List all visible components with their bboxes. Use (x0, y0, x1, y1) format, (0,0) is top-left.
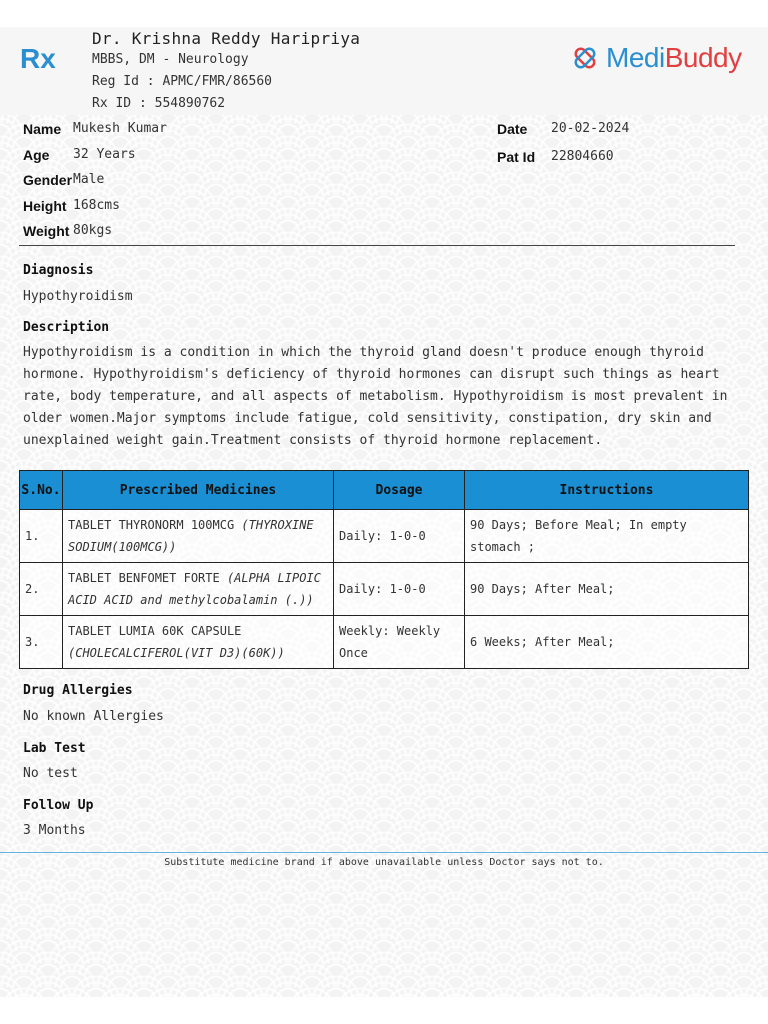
rx-symbol: Rx (20, 43, 56, 74)
row-medicine (63, 563, 334, 616)
row-sno: 2. (20, 563, 63, 616)
age-label: Age (23, 147, 50, 163)
patient-weight: 80kgs (73, 223, 113, 238)
logo-text-buddy: Buddy (664, 42, 742, 73)
doctor-name: Dr. Krishna Reddy Haripriya (92, 29, 361, 48)
col-header-instructions: Instructions (465, 471, 749, 510)
date-label: Date (497, 121, 528, 137)
description-text: Hypothyroidism is a condition in which the thyroid gland doesn't produce enough thyroid hormone. Hypothyroidism's deficiency of thyroid hormones can disrupt such things as heart rate, body temperature, and all aspects of metabolism. Hypothyroidism is most prevalent in older women.Major symptoms include fatigue, cold sensitivity, constipation, dry skin and unexplained weight gain.Treatment consists of thyroid hormone replacement. (23, 345, 728, 448)
row-instructions: 6 Weeks; After Meal; (465, 616, 749, 669)
patient-height: 168cms (73, 198, 120, 213)
patient-id: 22804660 (551, 149, 614, 164)
medicine-composition: (CHOLECALCIFEROL(VIT D3)(60K)) (68, 646, 285, 660)
table-row (20, 510, 749, 563)
footer-divider (0, 852, 768, 853)
col-header-medicines: Prescribed Medicines (63, 471, 334, 510)
medibuddy-logo (566, 39, 756, 79)
patient-age: 32 Years (73, 147, 136, 162)
table-header-row (20, 471, 749, 510)
medicine-name: TABLET BENFOMET FORTE (68, 571, 220, 585)
table-row (20, 616, 749, 669)
diagnosis-title: Diagnosis (23, 263, 94, 278)
prescription-date: 20-02-2024 (551, 121, 630, 136)
row-sno: 1. (20, 510, 63, 563)
rx-id: Rx ID : 554890762 (92, 96, 226, 111)
col-header-sno: S.No. (20, 471, 63, 510)
medibuddy-logo-icon (566, 39, 604, 77)
gender-label: Gender (23, 172, 73, 188)
row-instructions: 90 Days; Before Meal; In empty stomach ; (465, 510, 749, 563)
footer-note: Substitute medicine brand if above unavailable unless Doctor says not to. (164, 857, 604, 868)
drug-allergies-title: Drug Allergies (23, 683, 133, 698)
medicine-composition: (THYROXINE SODIUM(100MCG)) (68, 518, 314, 554)
row-sno: 3. (20, 616, 63, 669)
follow-up-title: Follow Up (23, 798, 94, 813)
divider (19, 245, 735, 246)
table-row (20, 563, 749, 616)
medibuddy-logo-text (606, 42, 742, 74)
patient-name: Mukesh Kumar (73, 121, 167, 136)
weight-label: Weight (23, 223, 70, 239)
row-dosage: Weekly: Weekly Once (334, 616, 465, 669)
col-header-dosage: Dosage (334, 471, 465, 510)
pat-id-label: Pat Id (497, 149, 536, 165)
row-instructions: 90 Days; After Meal; (465, 563, 749, 616)
drug-allergies-text: No known Allergies (23, 709, 164, 724)
row-dosage: Daily: 1-0-0 (334, 563, 465, 616)
row-medicine (63, 510, 334, 563)
lab-test-text: No test (23, 766, 78, 781)
name-label: Name (23, 121, 62, 137)
doctor-reg-id: Reg Id : APMC/FMR/86560 (92, 74, 273, 89)
medicine-name: TABLET THYRONORM 100MCG (68, 518, 235, 532)
medicine-name: TABLET LUMIA 60K CAPSULE (68, 624, 242, 638)
logo-text-medi: Medi (606, 42, 665, 73)
doctor-qualification: MBBS, DM - Neurology (92, 52, 249, 67)
lab-test-title: Lab Test (23, 741, 86, 756)
follow-up-text: 3 Months (23, 823, 86, 838)
patient-gender: Male (73, 172, 105, 187)
height-label: Height (23, 198, 67, 214)
description-title: Description (23, 320, 110, 335)
medicines-table (19, 470, 749, 669)
row-medicine (63, 616, 334, 669)
diagnosis-text: Hypothyroidism (23, 289, 133, 304)
medicine-composition: (ALPHA LIPOIC ACID ACID and methylcobalamin (.)) (68, 571, 321, 607)
prescription-page (0, 27, 768, 997)
prescription-header (0, 27, 768, 115)
row-dosage: Daily: 1-0-0 (334, 510, 465, 563)
